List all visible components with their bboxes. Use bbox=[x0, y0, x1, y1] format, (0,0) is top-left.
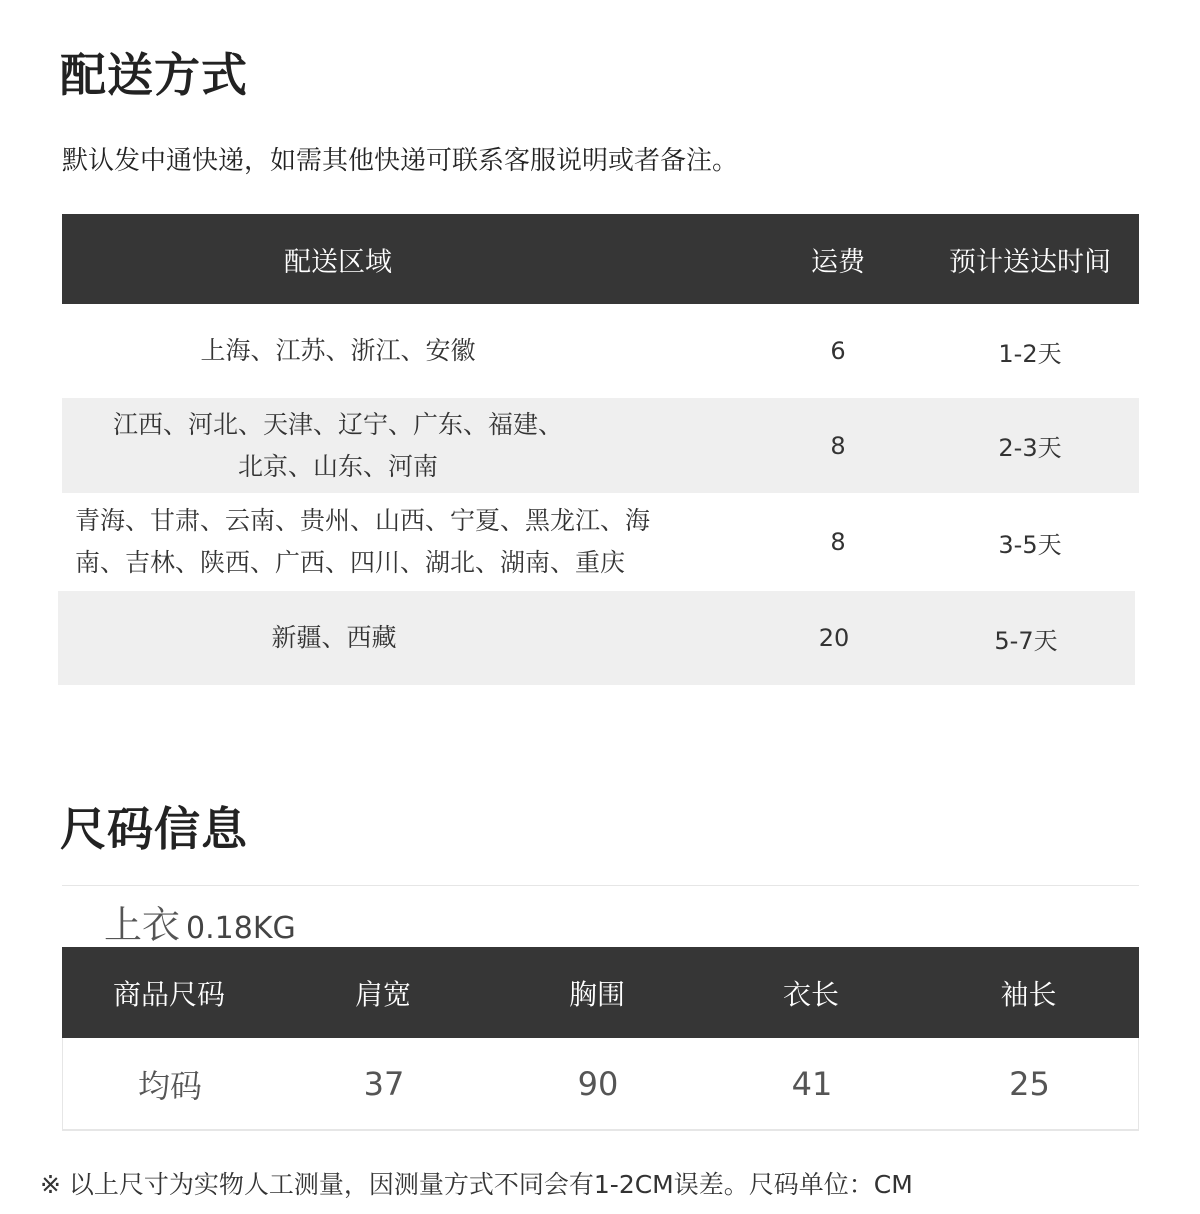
time-cell: 5-7天 bbox=[994, 626, 1058, 655]
fee-cell: 6 bbox=[830, 337, 846, 365]
region-line: 江西、河北、天津、辽宁、广东、福建、 bbox=[112, 409, 563, 439]
table-row bbox=[62, 398, 1139, 493]
shipping-description: 默认发中通快递，如需其他快递可联系客服说明或者备注。 bbox=[62, 146, 739, 176]
size-table-header bbox=[62, 947, 1139, 1038]
shipping-table bbox=[62, 214, 1139, 685]
time-cell: 2-3天 bbox=[998, 434, 1062, 462]
garment-weight: 0.18KG bbox=[186, 911, 296, 946]
table-row bbox=[62, 1038, 1139, 1131]
table-row bbox=[62, 304, 1139, 398]
shipping-title: 配送方式 bbox=[60, 48, 248, 102]
size-table bbox=[62, 947, 1139, 1131]
sleeve-cell: 25 bbox=[1009, 1064, 1050, 1103]
chest-cell: 90 bbox=[577, 1064, 619, 1103]
header-delivery-time: 预计送达时间 bbox=[949, 246, 1111, 278]
region-cell bbox=[75, 493, 725, 591]
divider bbox=[62, 885, 1139, 886]
shipping-table-header bbox=[62, 214, 1139, 304]
header-size: 商品尺码 bbox=[112, 977, 225, 1011]
table-row bbox=[62, 493, 1139, 591]
time-cell: 3-5天 bbox=[998, 530, 1062, 559]
size-note: ※ 以上尺寸为实物人工测量，因测量方式不同会有1-2CM误差。尺码单位：CM bbox=[40, 1170, 913, 1199]
region-cell bbox=[62, 304, 614, 398]
region-line: 青海、甘肃、云南、贵州、山西、宁夏、黑龙江、海 bbox=[75, 506, 651, 535]
header-chest: 胸围 bbox=[568, 977, 625, 1011]
header-fee: 运费 bbox=[811, 246, 865, 278]
fee-cell: 8 bbox=[830, 528, 846, 556]
table-row bbox=[58, 591, 1135, 685]
region-cell bbox=[58, 591, 610, 685]
fee-cell: 20 bbox=[818, 624, 850, 652]
region-line: 上海、江苏、浙江、安徽 bbox=[200, 336, 476, 365]
size-title: 尺码信息 bbox=[60, 802, 248, 856]
shoulder-cell: 37 bbox=[363, 1064, 405, 1103]
time-cell: 1-2天 bbox=[998, 339, 1062, 368]
garment-type: 上衣 bbox=[104, 903, 181, 947]
fee-cell: 8 bbox=[830, 431, 846, 460]
header-sleeve: 袖长 bbox=[1000, 977, 1057, 1011]
region-line: 新疆、西藏 bbox=[271, 623, 397, 652]
length-cell: 41 bbox=[791, 1064, 833, 1103]
region-cell bbox=[62, 398, 614, 493]
size-subtitle bbox=[104, 903, 296, 947]
header-shoulder: 肩宽 bbox=[354, 977, 411, 1011]
header-length: 衣长 bbox=[782, 977, 839, 1011]
region-line: 南、吉林、陕西、广西、四川、湖北、湖南、重庆 bbox=[75, 548, 626, 577]
header-region: 配送区域 bbox=[284, 246, 392, 278]
region-line: 北京、山东、河南 bbox=[237, 451, 438, 481]
size-cell: 均码 bbox=[137, 1066, 202, 1105]
